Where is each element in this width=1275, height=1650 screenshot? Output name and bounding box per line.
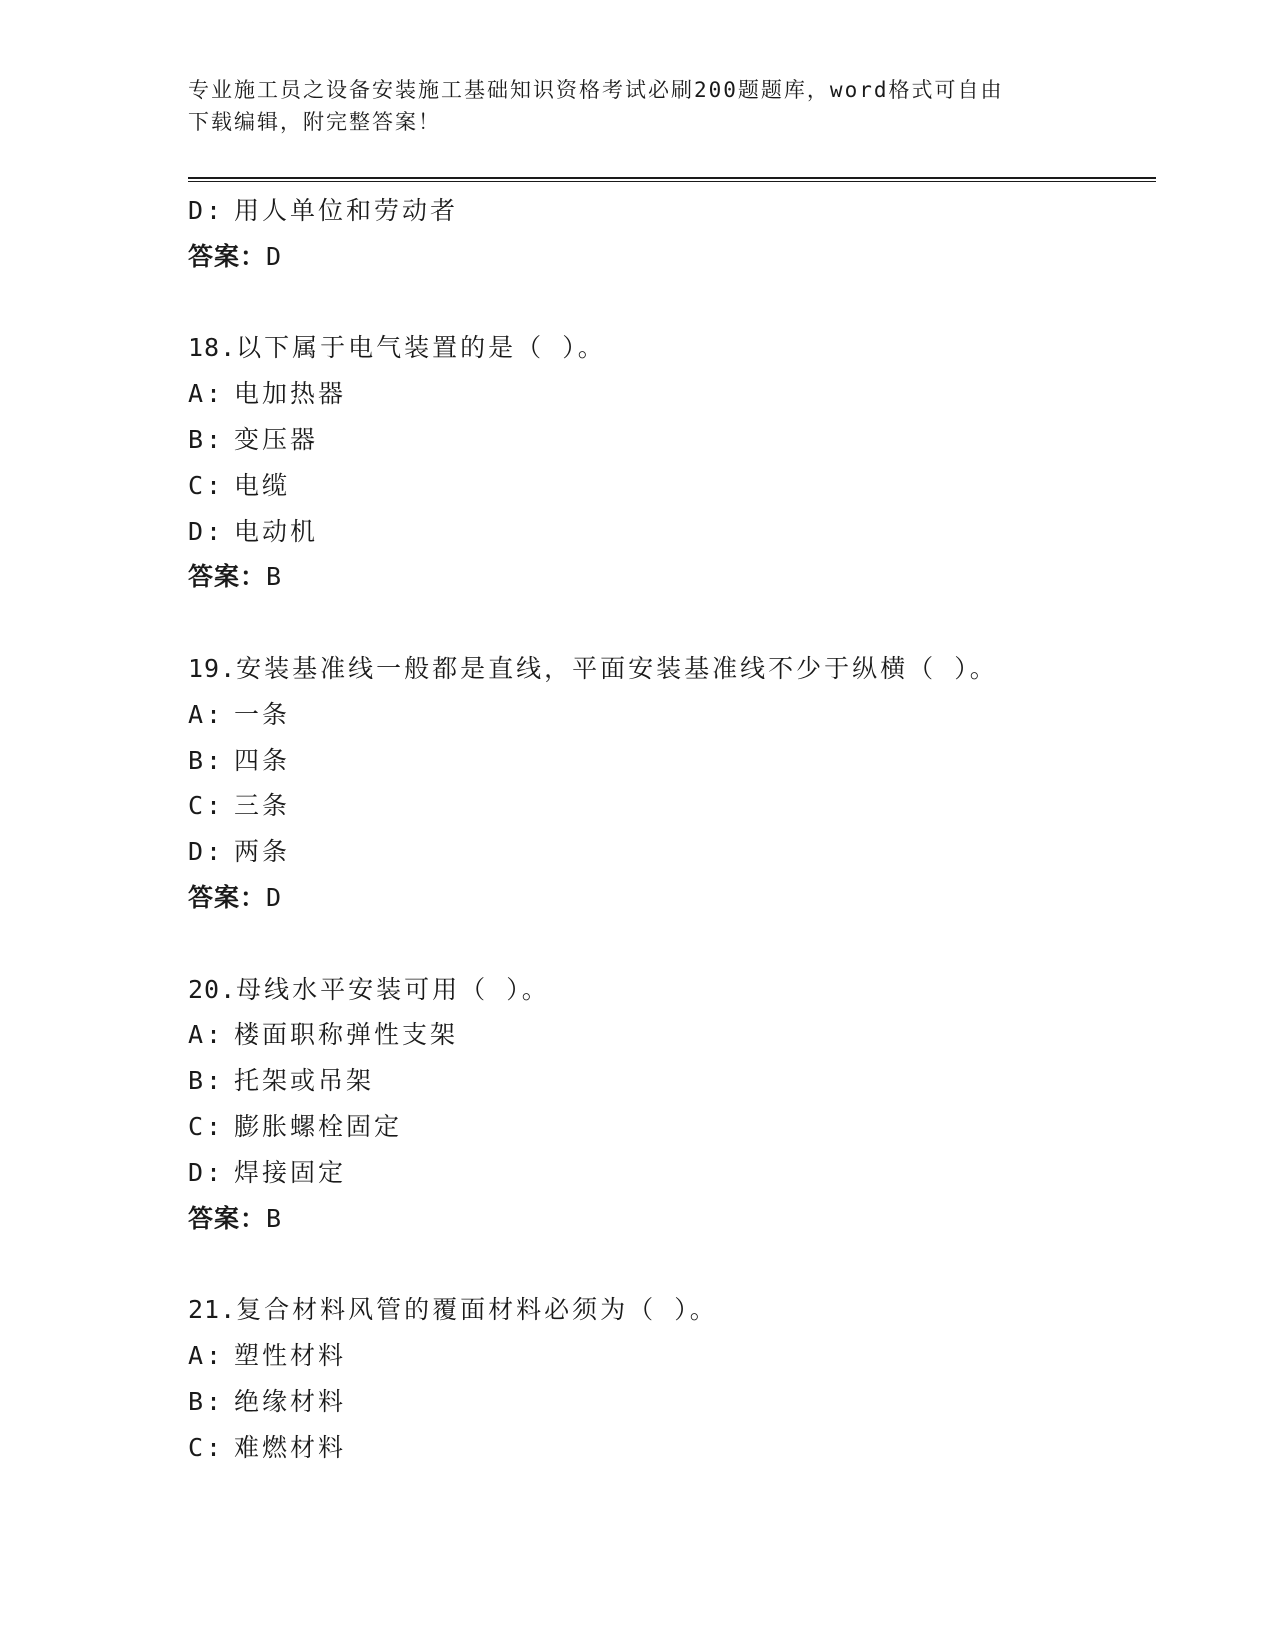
option-letter: C:	[188, 1111, 225, 1141]
answer-label: 答案：	[188, 1203, 267, 1233]
option-letter: A:	[188, 1020, 225, 1050]
question-number: 20.	[188, 974, 237, 1004]
option-text: 焊接固定	[234, 1157, 347, 1187]
option-text: 绝缘材料	[234, 1386, 347, 1416]
question-text: 以下属于电气装置的是（ ）。	[236, 333, 606, 363]
option-letter: D:	[188, 1157, 225, 1187]
option-letter: D:	[188, 196, 225, 225]
option-a	[188, 692, 1148, 738]
option-letter: A:	[188, 699, 225, 729]
option-text: 电加热器	[234, 379, 347, 409]
option-b	[188, 1379, 1148, 1425]
answer-label: 答案：	[188, 241, 267, 271]
question-stem	[188, 325, 1148, 371]
option-text: 难燃材料	[234, 1432, 347, 1462]
header-title-line-2: 下载编辑，附完整答案！	[188, 110, 441, 134]
question-stem	[188, 646, 1148, 692]
question-number: 18.	[188, 333, 237, 363]
option-letter: C:	[188, 791, 225, 821]
option-text: 两条	[234, 837, 291, 867]
answer-value: D	[266, 241, 283, 271]
answer-value: B	[266, 562, 283, 592]
option-a	[188, 371, 1148, 417]
option-text: 用人单位和劳动者	[234, 196, 459, 225]
option-text: 电动机	[234, 516, 319, 546]
answer-label: 答案：	[188, 562, 267, 592]
option-text: 一条	[234, 699, 291, 729]
header-title-line-1: 专业施工员之设备安装施工基础知识资格考试必刷200题题库，word格式可自由	[188, 78, 1004, 102]
option-letter: B:	[188, 1386, 225, 1416]
option-text: 楼面职称弹性支架	[234, 1020, 459, 1050]
option-text: 电缆	[234, 470, 291, 500]
option-c	[188, 463, 1148, 509]
option-letter: B:	[188, 424, 225, 454]
option-d	[188, 188, 1148, 234]
option-c	[188, 1104, 1148, 1150]
option-letter: A:	[188, 379, 225, 409]
spacer	[188, 600, 1148, 646]
option-text: 四条	[234, 745, 291, 775]
option-letter: C:	[188, 470, 225, 500]
answer-row	[188, 554, 1148, 600]
option-text: 变压器	[234, 424, 319, 454]
option-d	[188, 509, 1148, 555]
spacer	[188, 1241, 1148, 1287]
spacer	[188, 921, 1148, 967]
header-divider-thin	[188, 181, 1156, 182]
option-b	[188, 1058, 1148, 1104]
question-number: 21.	[188, 1295, 237, 1325]
question-stem	[188, 1287, 1148, 1333]
answer-label: 答案：	[188, 882, 267, 912]
option-c	[188, 1425, 1148, 1471]
question-number: 19.	[188, 653, 237, 683]
option-d	[188, 829, 1148, 875]
option-b	[188, 738, 1148, 784]
header-divider-thick	[188, 177, 1156, 179]
question-text: 母线水平安装可用（ ）。	[236, 974, 550, 1004]
option-text: 托架或吊架	[234, 1066, 375, 1096]
question-text: 复合材料风管的覆面材料必须为（ ）。	[236, 1295, 718, 1325]
answer-row	[188, 1196, 1148, 1242]
option-letter: B:	[188, 745, 225, 775]
option-b	[188, 417, 1148, 463]
option-a	[188, 1333, 1148, 1379]
option-text: 三条	[234, 791, 291, 821]
answer-value: B	[266, 1203, 283, 1233]
option-d	[188, 1150, 1148, 1196]
question-stem	[188, 967, 1148, 1013]
option-letter: A:	[188, 1340, 225, 1370]
option-c	[188, 783, 1148, 829]
document-header	[188, 74, 1088, 138]
option-letter: C:	[188, 1432, 225, 1462]
option-text: 膨胀螺栓固定	[234, 1111, 403, 1141]
option-text: 塑性材料	[234, 1340, 347, 1370]
answer-row	[188, 234, 1148, 280]
answer-value: D	[266, 882, 283, 912]
option-letter: B:	[188, 1066, 225, 1096]
option-letter: D:	[188, 516, 225, 546]
question-list	[188, 188, 1148, 1470]
answer-row	[188, 875, 1148, 921]
question-text: 安装基准线一般都是直线，平面安装基准线不少于纵横（ ）。	[236, 653, 998, 683]
option-a	[188, 1012, 1148, 1058]
spacer	[188, 280, 1148, 326]
option-letter: D:	[188, 837, 225, 867]
